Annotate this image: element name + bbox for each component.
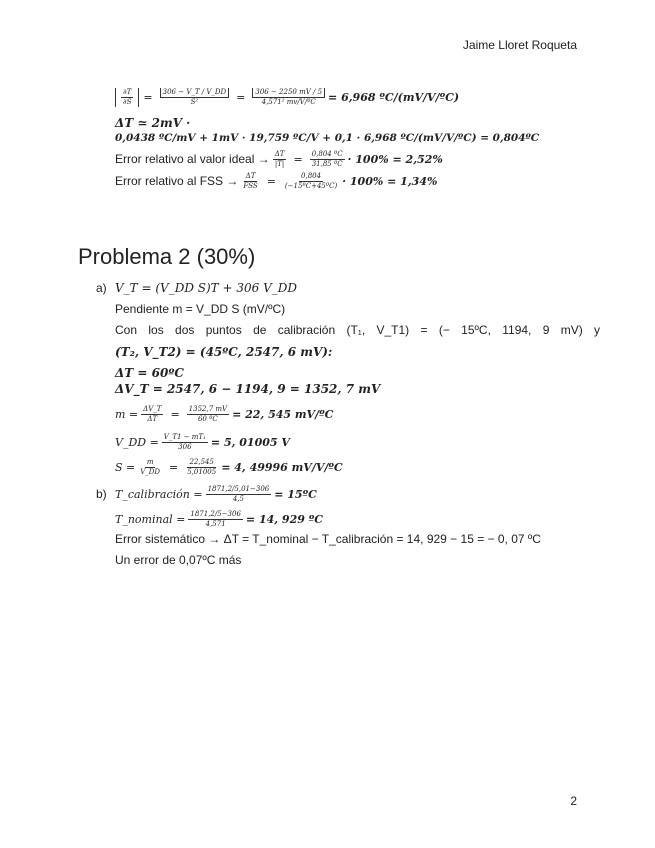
part-a-label: a): [96, 281, 107, 295]
m-num2: 1352,7 mV: [188, 404, 228, 413]
tnom-den: 4,571: [205, 519, 226, 528]
tcal-lhs: T_calibración =: [115, 487, 203, 501]
vdd-num: V_T1 − mT₁: [163, 432, 206, 441]
tnom-result: = 14, 929 ºC: [245, 512, 323, 526]
rel-fss-label: Error relativo al FSS →: [115, 174, 239, 188]
vt-equation: V_T = (V_DD S)T + 306 V_DD: [115, 281, 297, 295]
derivative-equation: $\frac{\partial T}{\partial S}$ = $\frac{306 - V\_T / V\_DD}{\text{S²}}$ = $\frac{306 - 2250 mV / 5}{\text{4,571² mv/V/ºC}}$ = 6,968 ºC/(mV/V/ºC): [115, 80, 459, 114]
deriv-lhs-num: ∂T: [123, 87, 132, 96]
s-result: = 4, 49996 mV/V/ºC: [221, 460, 343, 474]
tcal-result: = 15ºC: [274, 487, 317, 501]
rel-error-fss: [115, 170, 437, 192]
rel-fss-num2: 0,804: [301, 171, 322, 180]
deriv-rhs-num: 306 − 2250 mV / 5: [252, 88, 325, 98]
tnom-lhs: T_nominal =: [115, 512, 186, 526]
rel-ideal-num2: 0,804 ºC: [311, 149, 343, 158]
un-error-conclusion: Un error de 0,07ºC más: [115, 553, 242, 567]
s-num1: m: [146, 457, 154, 466]
rel-fss-den1: FSS: [243, 181, 258, 190]
m-lhs: m =: [115, 407, 139, 421]
m-equation: m = $\frac{\Delta V\_T}{\Delta T}$ = $\frac{1352,7 mV}{\text{60 ºC}}$ = 22, 545 mV/ºC: [115, 404, 334, 423]
pendiente: Pendiente m = V_DD S (mV/ºC): [115, 302, 286, 316]
m-num1: ΔV_T: [143, 404, 162, 413]
problem-title: Problema 2 (30%): [78, 244, 256, 269]
error-sum: 0,0438 ºC/mV + 1mV · 19,759 ºC/V + 0,1 · 6,968 ºC/(mV/V/ºC) = 0,804ºC: [115, 132, 540, 144]
vdd-lhs: V_DD =: [115, 435, 159, 449]
tcal-num: 1871,2/5,01−306: [207, 484, 270, 493]
vdd-result: = 5, 01005 V: [210, 435, 290, 449]
s-den1: V_DD: [140, 467, 161, 476]
rel-fss-result: · 100% = 1,34%: [342, 174, 438, 188]
page-number: 2: [570, 794, 577, 808]
tcal-den: 4,5: [232, 494, 244, 503]
delta-T: ΔT = 60ºC: [115, 366, 184, 380]
deriv-lhs-den: ∂S: [123, 97, 132, 106]
rel-ideal-label: Error relativo al valor ideal →: [115, 152, 270, 166]
deriv-mid-num: 306 − V_T / V_DD: [160, 88, 230, 98]
m-den2: 60 ºC: [197, 414, 218, 423]
calibration-points-1: Con los dos puntos de calibración (T₁, V_T1) = (− 15ºC, 1194, 9 mV) y: [115, 323, 601, 337]
s-den2: 5,01005: [187, 467, 217, 476]
rel-ideal-den2: 31,85 ºC: [311, 159, 343, 168]
rel-ideal-eq: =: [293, 152, 303, 166]
page-header-author: Jaime Lloret Roqueta: [462, 38, 577, 52]
rel-ideal-den1: |T|: [274, 159, 285, 168]
calibration-points-2: (T₂, V_T2) = (45ºC, 2547, 6 mV):: [115, 345, 333, 359]
m-result: = 22, 545 mV/ºC: [232, 407, 334, 421]
vdd-den: 306: [178, 442, 192, 451]
deriv-mid-den: S²: [190, 97, 199, 106]
rel-error-ideal: [115, 148, 443, 170]
rel-fss-eq: =: [266, 174, 276, 188]
tnom-num: 1871,2/5−306: [190, 509, 241, 518]
delta-t-approx: ΔT ≃ 2mV ·: [115, 116, 191, 130]
deriv-result: = 6,968 ºC/(mV/V/ºC): [328, 90, 460, 104]
tcal-equation: [115, 482, 317, 506]
s-num2: 22,545: [189, 457, 214, 466]
delta-VT: ΔV_T = 2547, 6 − 1194, 9 = 1352, 7 mV: [115, 382, 381, 396]
vdd-equation: [115, 430, 290, 454]
rel-fss-den2: (−15ºC+45ºC): [284, 181, 338, 190]
systematic-error: Error sistemático → ΔT = T_nominal − T_calibración = 14, 929 − 15 = − 0, 07 ºC: [115, 532, 541, 546]
deriv-rhs-den: 4,571² mv/V/ºC: [261, 97, 316, 106]
s-lhs: S =: [115, 460, 136, 474]
s-equation: S = $\frac{m}{V\_DD}$ = $\frac{22,545}{5,01005}$ = 4, 49996 mV/V/ºC: [115, 457, 343, 476]
m-den1: ΔT: [147, 414, 158, 423]
rel-fss-num1: ΔT: [245, 171, 256, 180]
part-b-label: b): [96, 487, 107, 501]
rel-ideal-num1: ΔT: [274, 149, 285, 158]
rel-ideal-result: · 100% = 2,52%: [347, 152, 443, 166]
tnom-equation: [115, 507, 323, 531]
